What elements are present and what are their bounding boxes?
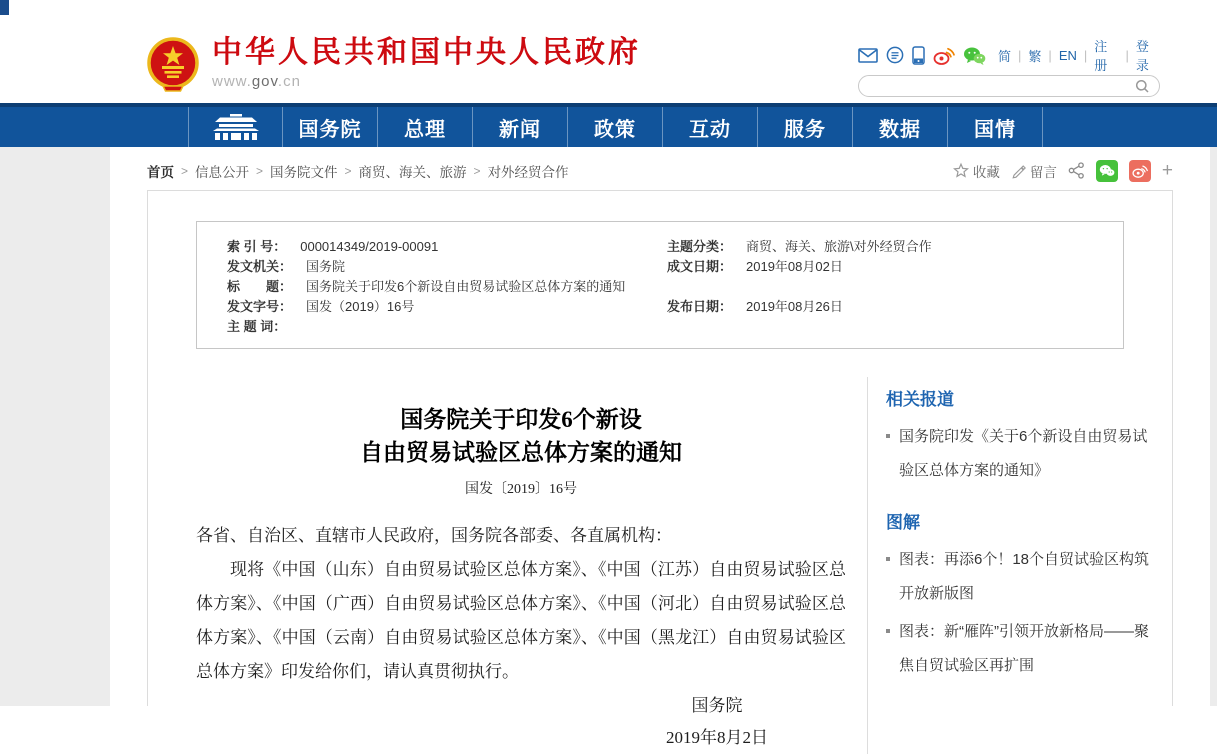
meta-row-publish-date	[667, 297, 1123, 317]
breadcrumb-separator: >	[256, 163, 264, 178]
meta-label: 主题分类：	[667, 239, 733, 254]
article-paragraph-main: 现将《中国（山东）自由贸易试验区总体方案》、《中国（江苏）自由贸易试验区总体方案》、《中国（广西）自由贸易试验区总体方案》、《中国（河北）自由贸易试验区总体方案》、《中国（云南）自由贸易试验区总体方案》、《中国（黑龙江）自由贸易试验区总体方案》印发给你们，请认真贯彻执行。	[196, 560, 846, 681]
sidebar-item-text: 图表：新“雁阵”引领开放新格局——聚焦自贸试验区再扩围	[899, 623, 1149, 674]
meta-label: 索 引 号：	[227, 239, 287, 254]
lang-en-link[interactable]: EN	[1058, 47, 1077, 63]
sidebar-item-text: 国务院印发《关于6个新设自由贸易试验区总体方案的通知》	[899, 428, 1148, 479]
national-emblem-icon	[146, 36, 200, 94]
nav-items	[188, 107, 1217, 147]
meta-label: 发文机关：	[227, 259, 293, 274]
message-icon[interactable]	[886, 46, 904, 64]
corner-chip	[0, 0, 9, 15]
nav-item-news[interactable]: 新闻	[473, 107, 568, 147]
site-title: 中华人民共和国中央人民政府	[212, 36, 641, 69]
breadcrumb-separator: >	[181, 163, 189, 178]
meta-label: 标 题：	[227, 279, 293, 294]
article-body	[196, 519, 846, 689]
link-divider: |	[1048, 47, 1052, 63]
nav-item-interaction[interactable]: 互动	[663, 107, 758, 147]
meta-row-index	[227, 237, 667, 257]
nav-item-national[interactable]: 国情	[948, 107, 1043, 147]
lang-simplified-link[interactable]: 简	[998, 48, 1012, 64]
brand-text	[212, 36, 641, 90]
bullet-icon	[886, 615, 899, 683]
favorite-button[interactable]	[953, 161, 1000, 181]
language-links	[998, 36, 1160, 74]
nav-item-policy[interactable]: 政策	[568, 107, 663, 147]
article	[196, 377, 846, 754]
meta-value: 国务院关于印发6个新设自由贸易试验区总体方案的通知	[306, 279, 626, 294]
tiananmen-icon	[207, 113, 265, 141]
breadcrumb-state-council-docs[interactable]: 国务院文件	[270, 164, 338, 180]
breadcrumb-separator: >	[473, 163, 481, 178]
bullet-icon	[886, 543, 899, 611]
article-paragraph-salutation: 各省、自治区、直辖市人民政府，国务院各部委、各直属机构：	[196, 526, 672, 545]
login-link[interactable]: 登录	[1135, 39, 1149, 73]
breadcrumb-row	[110, 147, 1210, 190]
meta-row-title	[227, 277, 667, 297]
sidebar-item-text: 图表：再添6个！18个自贸试验区构筑开放新版图	[899, 551, 1150, 602]
meta-right-column	[667, 237, 1123, 337]
meta-row-doc-number	[227, 297, 667, 317]
breadcrumb-separator: >	[344, 163, 352, 178]
lang-traditional-link[interactable]: 繁	[1028, 48, 1042, 64]
search-input[interactable]	[868, 77, 1135, 95]
meta-value: 国发（2019）16号	[306, 299, 415, 314]
share-button[interactable]	[1068, 162, 1085, 179]
weibo-icon	[1132, 164, 1148, 178]
sidebar	[886, 377, 1158, 754]
nav-item-premier[interactable]: 总理	[378, 107, 473, 147]
site-brand[interactable]	[146, 36, 641, 94]
bullet-icon	[886, 420, 899, 488]
share-wechat-button[interactable]	[1096, 160, 1118, 182]
weibo-icon[interactable]	[933, 46, 955, 65]
search-icon[interactable]	[1135, 79, 1150, 94]
url-www: www.	[212, 73, 252, 90]
article-title	[196, 403, 846, 469]
meta-label: 发文字号：	[227, 299, 293, 314]
meta-label: 发布日期：	[667, 299, 733, 314]
register-link[interactable]: 注册	[1094, 39, 1108, 73]
sidebar-item-infographic-2[interactable]	[886, 615, 1158, 683]
nav-home-button[interactable]	[188, 107, 283, 147]
site-url	[212, 73, 641, 90]
sidebar-heading-related-reports: 相关报道	[886, 390, 954, 409]
sidebar-item-related-report[interactable]	[886, 420, 1158, 488]
document-container	[147, 190, 1173, 747]
star-icon	[953, 163, 969, 178]
meta-value: 国务院	[306, 259, 346, 274]
sidebar-item-infographic-1[interactable]	[886, 543, 1158, 611]
meta-value: 000014349/2019-00091	[300, 239, 439, 254]
comment-label: 留言	[1029, 164, 1057, 180]
comment-button[interactable]	[1011, 161, 1057, 181]
vertical-divider	[867, 377, 868, 754]
article-doc-number: 国发〔2019〕16号	[465, 482, 577, 497]
link-divider: |	[1018, 47, 1022, 63]
url-cn: .cn	[277, 73, 301, 90]
meta-label: 成文日期：	[667, 259, 733, 274]
meta-row-empty	[667, 277, 1123, 297]
favorite-label: 收藏	[972, 164, 1000, 180]
signature-organ: 国务院	[691, 696, 743, 715]
page-body	[0, 147, 1217, 747]
share-weibo-button[interactable]	[1129, 160, 1151, 182]
mail-icon[interactable]	[858, 48, 878, 63]
signature-block	[666, 690, 768, 754]
mobile-icon[interactable]	[912, 46, 925, 65]
meta-row-category	[667, 237, 1123, 257]
meta-left-column	[197, 237, 667, 337]
nav-item-state-council[interactable]: 国务院	[283, 107, 378, 147]
content-wrapper	[110, 147, 1210, 747]
header-tools	[858, 39, 1160, 97]
breadcrumb-foreign-trade[interactable]: 对外经贸合作	[487, 164, 569, 180]
breadcrumb-commerce-customs-tourism[interactable]: 商贸、海关、旅游	[358, 164, 467, 180]
meta-value: 商贸、海关、旅游\对外经贸合作	[746, 239, 932, 254]
article-title-line1: 国务院关于印发6个新设	[400, 407, 642, 432]
url-gov: gov	[251, 73, 278, 90]
meta-value: 2019年08月26日	[746, 299, 843, 314]
wechat-icon	[1099, 164, 1115, 177]
search-box	[858, 75, 1160, 97]
meta-label: 主 题 词：	[227, 319, 287, 334]
share-icon	[1068, 162, 1085, 179]
main-nav	[0, 103, 1217, 147]
breadcrumb-info-disclosure[interactable]: 信息公开	[195, 164, 250, 180]
meta-value: 2019年08月02日	[746, 259, 843, 274]
document-meta-box	[196, 221, 1124, 349]
doc-actions	[953, 160, 1173, 182]
more-actions-button[interactable]: +	[1161, 160, 1173, 181]
meta-row-keywords	[227, 317, 667, 337]
nav-item-data[interactable]: 数据	[853, 107, 948, 147]
wechat-icon[interactable]	[963, 46, 986, 65]
nav-item-services[interactable]: 服务	[758, 107, 853, 147]
site-header	[0, 0, 1217, 103]
link-divider: |	[1125, 47, 1129, 63]
meta-row-written-date	[667, 257, 1123, 277]
article-title-line2: 自由贸易试验区总体方案的通知	[360, 440, 682, 465]
link-divider: |	[1083, 47, 1088, 63]
breadcrumb	[147, 161, 569, 181]
pencil-icon	[1011, 163, 1026, 178]
signature-date: 2019年8月2日	[666, 728, 768, 747]
quick-links-row	[858, 39, 1160, 73]
content-columns	[148, 377, 1172, 754]
sidebar-heading-infographics: 图解	[886, 513, 920, 532]
meta-row-issuing-organ	[227, 257, 667, 277]
breadcrumb-home[interactable]: 首页	[147, 164, 174, 180]
